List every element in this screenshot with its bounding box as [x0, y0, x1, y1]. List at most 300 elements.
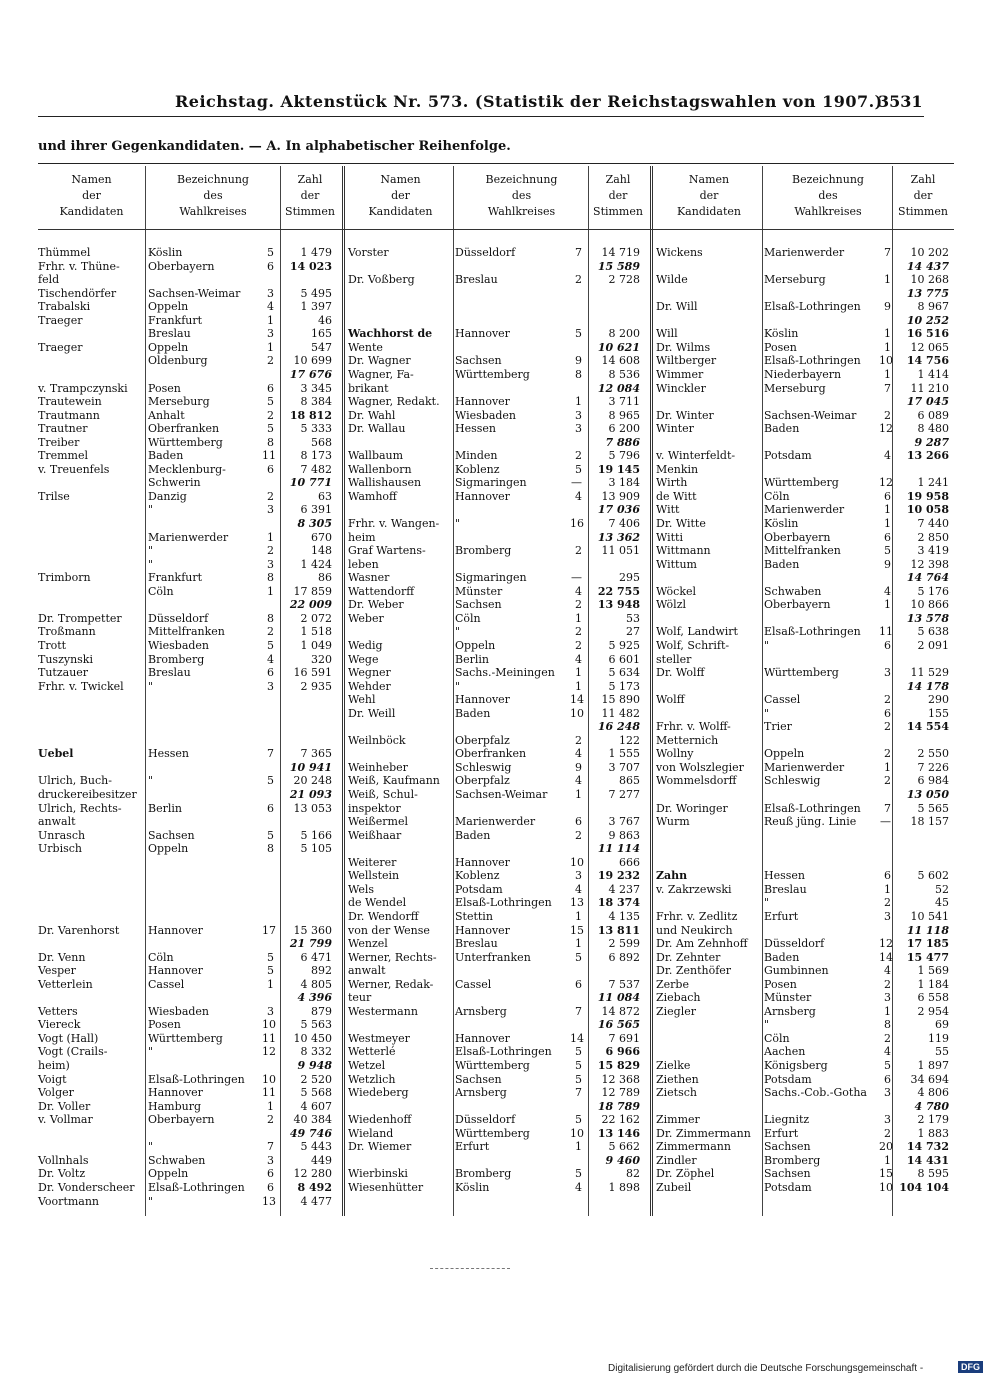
candidate-name: Zimmermann: [656, 1140, 731, 1154]
vote-count: 9 948: [297, 1059, 332, 1072]
vote-count: 16 565: [597, 1018, 640, 1032]
district-number: 3: [884, 666, 891, 680]
vote-count: 22 162: [601, 1113, 640, 1127]
district-number: 5: [575, 1059, 582, 1072]
district-name: Marienwerder: [764, 246, 845, 259]
district-number: 3: [267, 1153, 274, 1167]
district-name: Baden: [148, 449, 184, 463]
district-name: Württemberg: [455, 1059, 530, 1072]
candidate-name: leben: [348, 557, 379, 571]
vote-count: 10 866: [910, 598, 949, 612]
vote-count: 892: [311, 964, 332, 978]
candidate-name: inspektor: [348, 801, 401, 815]
district-name: ": [764, 1018, 770, 1032]
district-number: 6: [884, 530, 891, 544]
candidate-name: Wente: [348, 340, 383, 354]
candidate-name: Wieland: [348, 1126, 394, 1140]
district-name: Anhalt: [148, 408, 185, 422]
candidate-name: Treiber: [38, 435, 80, 449]
district-name: Baden: [764, 422, 800, 436]
district-name: Merseburg: [764, 381, 826, 395]
vote-count: 19 232: [597, 869, 640, 883]
district-number: 1: [267, 977, 274, 991]
district-name: Hannover: [455, 489, 510, 503]
vote-count: 5 333: [300, 422, 332, 436]
district-name: ": [764, 706, 770, 720]
district-name: Oppeln: [148, 1167, 189, 1181]
vote-count: 1 883: [917, 1126, 949, 1140]
vote-count: 666: [619, 855, 640, 869]
candidate-name: Dr. Am Zehnhoff: [656, 937, 748, 951]
vote-count: 53: [626, 611, 640, 625]
district-name: Elsaß-Lothringen: [148, 1072, 245, 1086]
district-name: Unterfranken: [455, 950, 531, 964]
district-number: 5: [884, 544, 891, 558]
vote-count: 4 780: [914, 1099, 949, 1113]
district-name: Arnsberg: [455, 1086, 507, 1100]
district-name: Cassel: [148, 977, 185, 991]
vote-count: 1 241: [917, 476, 949, 490]
votes-header-line: der: [608, 189, 628, 202]
district-name: Hannover: [455, 855, 510, 869]
district-name: Cöln: [455, 611, 481, 625]
column-rule: [762, 166, 763, 1216]
district-number: 6: [267, 381, 274, 395]
district-number: 4: [884, 449, 891, 463]
district-number: 6: [884, 869, 891, 883]
district-name: Erfurt: [764, 909, 799, 923]
candidate-name: anwalt: [38, 815, 76, 829]
vote-count: 15 360: [293, 923, 332, 937]
district-number: 2: [884, 977, 891, 991]
district-name: Hannover: [455, 327, 510, 341]
district-name: Sachsen: [455, 1072, 502, 1086]
vote-count: 12 065: [910, 340, 949, 354]
district-name: Berlin: [148, 801, 182, 815]
candidate-name: Tutzauer: [38, 666, 89, 680]
candidate-name: Trott: [38, 638, 67, 652]
district-name: Cöln: [148, 950, 174, 964]
vote-count: 5 568: [300, 1086, 332, 1100]
vote-count: 5 925: [608, 638, 640, 652]
district-number: 6: [267, 1167, 274, 1181]
district-number: 2: [575, 273, 582, 287]
candidate-name: Zimmer: [656, 1113, 700, 1127]
district-number: 20: [879, 1140, 893, 1154]
vote-count: 10 941: [289, 760, 332, 774]
candidate-name: Zahn: [656, 869, 688, 883]
vote-count: 122: [619, 733, 640, 747]
vote-count: 7 365: [300, 747, 332, 761]
votes-header-line: Zahl: [910, 173, 936, 186]
vote-count: 155: [928, 706, 949, 720]
candidate-name: Weiß, Kaufmann: [348, 774, 440, 788]
column-rule: [145, 166, 146, 1216]
district-name: Württemberg: [455, 367, 530, 381]
candidate-name: Ulrich, Buch-: [38, 774, 112, 788]
vote-count: 40 384: [293, 1113, 332, 1127]
vote-count: 2 728: [608, 273, 640, 287]
district-number: 2: [575, 544, 582, 558]
votes-header-line: Stimmen: [593, 205, 643, 218]
candidate-name: v. Treuenfels: [38, 462, 110, 476]
district-number: 2: [575, 449, 582, 463]
district-header-line: Bezeichnung: [792, 173, 864, 186]
candidate-name: Wetterlé: [348, 1045, 396, 1059]
district-number: 14: [879, 950, 893, 964]
table-top-rule: [38, 163, 954, 164]
district-number: 1: [267, 530, 274, 544]
district-number: —: [571, 476, 582, 490]
district-number: 10: [262, 1072, 276, 1086]
candidate-name: Wittmann: [656, 544, 711, 558]
vote-count: 34 694: [910, 1072, 949, 1086]
names-header-line: Namen: [71, 173, 112, 186]
vote-count: 6 471: [300, 950, 332, 964]
vote-count: 13 775: [906, 286, 949, 300]
candidate-name: Wolf, Landwirt: [656, 625, 738, 639]
district-name: Breslau: [455, 273, 498, 287]
candidate-name: Wels: [348, 882, 375, 896]
vote-count: 15 589: [597, 259, 640, 273]
district-number: —: [571, 571, 582, 585]
district-name: Köslin: [764, 517, 799, 530]
votes-header-line: Stimmen: [898, 205, 948, 218]
district-number: 8: [884, 1018, 891, 1032]
candidate-name: Trautmann: [38, 408, 100, 422]
district-number: 6: [575, 815, 582, 829]
candidate-name: Dr. Wahl: [348, 408, 396, 422]
district-number: 2: [575, 733, 582, 747]
district-number: 12: [879, 476, 893, 490]
candidate-name: Dr. Voller: [38, 1099, 91, 1113]
vote-count: 21 093: [289, 788, 332, 801]
vote-count: 9 863: [608, 828, 640, 842]
candidate-name: Winter: [656, 422, 694, 436]
district-name: Sachsen: [455, 598, 502, 612]
district-header-line: Wahlkreises: [487, 205, 556, 218]
district-name: Posen: [148, 1018, 181, 1032]
candidate-name: Volger: [38, 1086, 74, 1100]
vote-count: 14 608: [601, 354, 640, 368]
vote-count: 3 184: [608, 476, 640, 490]
district-name: Schwerin: [148, 476, 201, 490]
candidate-name: Traeger: [38, 340, 83, 354]
candidate-name: Weinheber: [348, 760, 408, 774]
district-name: Baden: [764, 950, 800, 964]
candidate-name: Dr. Weber: [348, 598, 404, 612]
district-number: 1: [884, 598, 891, 612]
district-number: 5: [575, 1167, 582, 1181]
district-number: 3: [267, 1004, 274, 1018]
district-name: Sigmaringen: [455, 571, 527, 585]
district-name: Potsdam: [764, 1072, 812, 1086]
vote-count: 10 699: [293, 354, 332, 368]
district-name: Cöln: [148, 584, 174, 598]
district-number: 2: [267, 1113, 274, 1127]
district-number: 8: [575, 367, 582, 381]
vote-count: 1 569: [917, 964, 949, 978]
vote-count: 5 565: [917, 801, 949, 815]
district-name: Münster: [764, 991, 812, 1005]
candidate-name: Vogt (Hall): [38, 1031, 99, 1045]
vote-count: 19 958: [906, 489, 949, 503]
vote-count: 3 711: [608, 395, 640, 409]
vote-count: 1 397: [300, 300, 332, 314]
district-name: Hessen: [764, 869, 805, 883]
district-name: Minden: [455, 449, 498, 463]
candidate-name: Witti: [656, 530, 683, 544]
candidate-name: Voortmann: [38, 1194, 100, 1208]
candidate-name: Wehl: [348, 693, 376, 707]
district-name: Hessen: [455, 422, 496, 436]
vote-count: 10 202: [910, 246, 949, 259]
district-number: 4: [575, 747, 582, 761]
candidate-name: anwalt: [348, 964, 386, 978]
candidate-name: Trautewein: [38, 395, 102, 409]
candidate-name: v. Vollmar: [38, 1113, 93, 1127]
vote-count: 5 443: [300, 1140, 332, 1154]
vote-count: 10 771: [289, 476, 332, 490]
district-number: 4: [575, 489, 582, 503]
candidate-name: Dr. Wagner: [348, 354, 411, 368]
candidate-name: Wirth: [656, 476, 688, 490]
district-number: 4: [575, 1180, 582, 1194]
district-name: Berlin: [455, 652, 489, 666]
candidate-name: Wallishausen: [348, 476, 422, 490]
district-name: Marienwerder: [148, 530, 229, 544]
candidate-name: Thümmel: [38, 246, 91, 259]
district-name: ": [764, 638, 770, 652]
vote-count: 17 036: [597, 503, 640, 517]
candidate-name: Troßmann: [38, 625, 96, 639]
candidate-name: Vetters: [38, 1004, 78, 1018]
votes-header-line: Stimmen: [285, 205, 335, 218]
district-name: Oberbayern: [148, 259, 215, 273]
district-number: 5: [267, 246, 274, 259]
vote-count: 547: [311, 340, 332, 354]
district-number: 15: [879, 1167, 893, 1181]
district-name: Danzig: [148, 489, 187, 503]
vote-count: 4 396: [297, 991, 332, 1005]
candidate-name: v. Zakrzewski: [656, 882, 732, 896]
candidate-name: Wedig: [348, 638, 383, 652]
candidate-name: Vorster: [348, 246, 389, 259]
district-name: Düsseldorf: [455, 246, 516, 259]
candidate-name: Frhr. v. Thüne-: [38, 259, 120, 273]
district-number: 5: [575, 327, 582, 341]
district-number: 1: [267, 584, 274, 598]
district-name: Frankfurt: [148, 313, 203, 327]
district-name: Sachs.-Meiningen: [455, 666, 555, 680]
vote-count: 6 966: [605, 1045, 640, 1059]
candidate-name: Dr. Vonderscheer: [38, 1180, 135, 1194]
district-name: Cassel: [764, 693, 801, 707]
district-name: Sachsen: [764, 1167, 811, 1181]
district-number: 1: [884, 1153, 891, 1167]
district-number: 3: [884, 1113, 891, 1127]
district-name: Sachsen-Weimar: [764, 408, 857, 422]
candidate-name: Frhr. v. Wangen-: [348, 517, 440, 530]
district-name: Bromberg: [764, 1153, 821, 1167]
vote-count: 11 482: [601, 706, 640, 720]
candidate-name: Wenzel: [348, 937, 388, 951]
vote-count: 46: [318, 313, 332, 327]
vote-count: 14 023: [289, 259, 332, 273]
district-number: 6: [267, 666, 274, 680]
names-header: [348, 172, 453, 220]
district-name: Sachsen: [764, 1140, 811, 1154]
district-name: Württemberg: [764, 666, 839, 680]
candidate-name: Dr. Will: [656, 300, 698, 314]
district-number: 3: [267, 503, 274, 517]
district-name: Elsaß-Lothringen: [764, 625, 861, 639]
vote-count: 13 146: [597, 1126, 640, 1140]
district-name: Arnsberg: [455, 1004, 507, 1018]
district-name: Potsdam: [455, 882, 503, 896]
vote-count: 10 268: [910, 273, 949, 287]
district-name: Posen: [764, 977, 797, 991]
candidate-name: Uebel: [38, 747, 74, 761]
vote-count: 148: [311, 544, 332, 558]
district-number: 8: [267, 842, 274, 856]
votes-header-line: Zahl: [297, 173, 323, 186]
header-rule: [38, 116, 924, 117]
district-name: Baden: [455, 828, 491, 842]
vote-count: 865: [619, 774, 640, 788]
district-number: 1: [884, 882, 891, 896]
candidate-name: Tremmel: [38, 449, 88, 463]
district-number: 9: [575, 354, 582, 368]
vote-count: 2 520: [300, 1072, 332, 1086]
vote-count: 13 578: [906, 611, 949, 625]
district-name: Stettin: [455, 909, 493, 923]
district-number: 14: [570, 693, 584, 707]
candidate-name: de Wendel: [348, 896, 407, 910]
names-header-line: Namen: [688, 173, 730, 186]
candidate-name: Frhr. v. Zedlitz: [656, 909, 738, 923]
district-name: Potsdam: [764, 1180, 812, 1194]
district-name: Gumbinnen: [764, 964, 829, 978]
names-header-line: der: [699, 189, 719, 202]
district-name: Wiesbaden: [148, 638, 210, 652]
district-number: 2: [267, 544, 274, 558]
district-number: 5: [267, 964, 274, 978]
vote-count: 10 450: [293, 1031, 332, 1045]
district-name: Sachsen-Weimar: [455, 788, 548, 801]
vote-count: 5 634: [608, 666, 640, 680]
names-header-line: Kandidaten: [59, 205, 124, 218]
candidate-name: Wiltberger: [656, 354, 717, 368]
district-name: Münster: [455, 584, 503, 598]
district-name: Oppeln: [148, 842, 189, 856]
district-name: Aachen: [764, 1045, 806, 1059]
vote-count: 7 226: [917, 760, 949, 774]
candidate-name: Wollny: [656, 747, 694, 761]
district-number: 8: [267, 435, 274, 449]
column-rule: [453, 166, 454, 1216]
vote-count: 11 084: [597, 991, 640, 1005]
vote-count: 18 812: [289, 408, 332, 422]
district-number: 5: [267, 395, 274, 409]
district-number: 2: [575, 638, 582, 652]
district-name: Hannover: [455, 923, 510, 937]
district-number: 1: [884, 327, 891, 341]
district-header-line: Wahlkreises: [794, 205, 862, 218]
vote-count: 6 558: [917, 991, 949, 1005]
district-number: 4: [575, 774, 582, 788]
district-name: Hannover: [455, 395, 510, 409]
vote-count: 2 091: [917, 638, 949, 652]
district-name: ": [148, 557, 154, 571]
district-number: —: [880, 815, 891, 829]
vote-count: 55: [935, 1045, 949, 1059]
candidate-name: Dr. Venn: [38, 950, 86, 964]
candidate-name: Dr. Woringer: [656, 801, 728, 815]
table-head-rule: [38, 229, 954, 230]
district-name: ": [764, 896, 770, 910]
vote-count: 16 516: [906, 327, 949, 341]
vote-count: 1 898: [608, 1180, 640, 1194]
district-name: Posen: [764, 340, 797, 354]
district-number: 3: [884, 991, 891, 1005]
candidate-name: Wetzel: [348, 1059, 386, 1072]
candidate-name: Ziethen: [656, 1072, 699, 1086]
vote-count: 8 480: [917, 422, 949, 436]
district-header-line: des: [511, 189, 532, 202]
votes-header: [280, 172, 340, 220]
district-number: 5: [267, 422, 274, 436]
candidate-name: brikant: [348, 381, 389, 395]
candidate-name: v. Trampczynski: [38, 381, 128, 395]
vote-count: 18 374: [597, 896, 640, 910]
candidate-name: Traeger: [38, 313, 83, 327]
vote-count: 3 767: [608, 815, 640, 829]
candidate-name: Wetzlich: [348, 1072, 396, 1086]
district-name: ": [148, 1194, 154, 1208]
district-number: 10: [262, 1018, 276, 1032]
district-name: Merseburg: [764, 273, 826, 287]
district-name: Sigmaringen: [455, 476, 527, 490]
district-name: ": [455, 625, 461, 639]
candidate-name: Winckler: [656, 381, 706, 395]
vote-count: 5 495: [300, 286, 332, 300]
column-separator: [342, 166, 345, 1216]
vote-count: 6 984: [917, 774, 949, 788]
district-number: 13: [570, 896, 584, 910]
district-number: 11: [262, 1086, 276, 1100]
district-number: 6: [267, 1180, 274, 1194]
district-name: Liegnitz: [764, 1113, 810, 1127]
vote-count: 4 806: [917, 1086, 949, 1100]
candidate-name: Wommelsdorff: [656, 774, 737, 788]
vote-count: 1 897: [917, 1059, 949, 1072]
vote-count: 10 058: [906, 503, 949, 517]
district-number: 9: [884, 557, 891, 571]
district-number: 6: [884, 638, 891, 652]
vote-count: 5 176: [917, 584, 949, 598]
district-number: 1: [575, 611, 582, 625]
candidate-name: Zerbe: [656, 977, 689, 991]
district-name: Bromberg: [455, 1167, 512, 1181]
vote-count: 4 237: [608, 882, 640, 896]
votes-header-line: der: [300, 189, 320, 202]
district-number: 5: [267, 828, 274, 842]
candidate-name: Wöckel: [656, 584, 697, 598]
vote-count: 320: [311, 652, 332, 666]
district-name: Merseburg: [148, 395, 210, 409]
vote-count: 6 089: [917, 408, 949, 422]
